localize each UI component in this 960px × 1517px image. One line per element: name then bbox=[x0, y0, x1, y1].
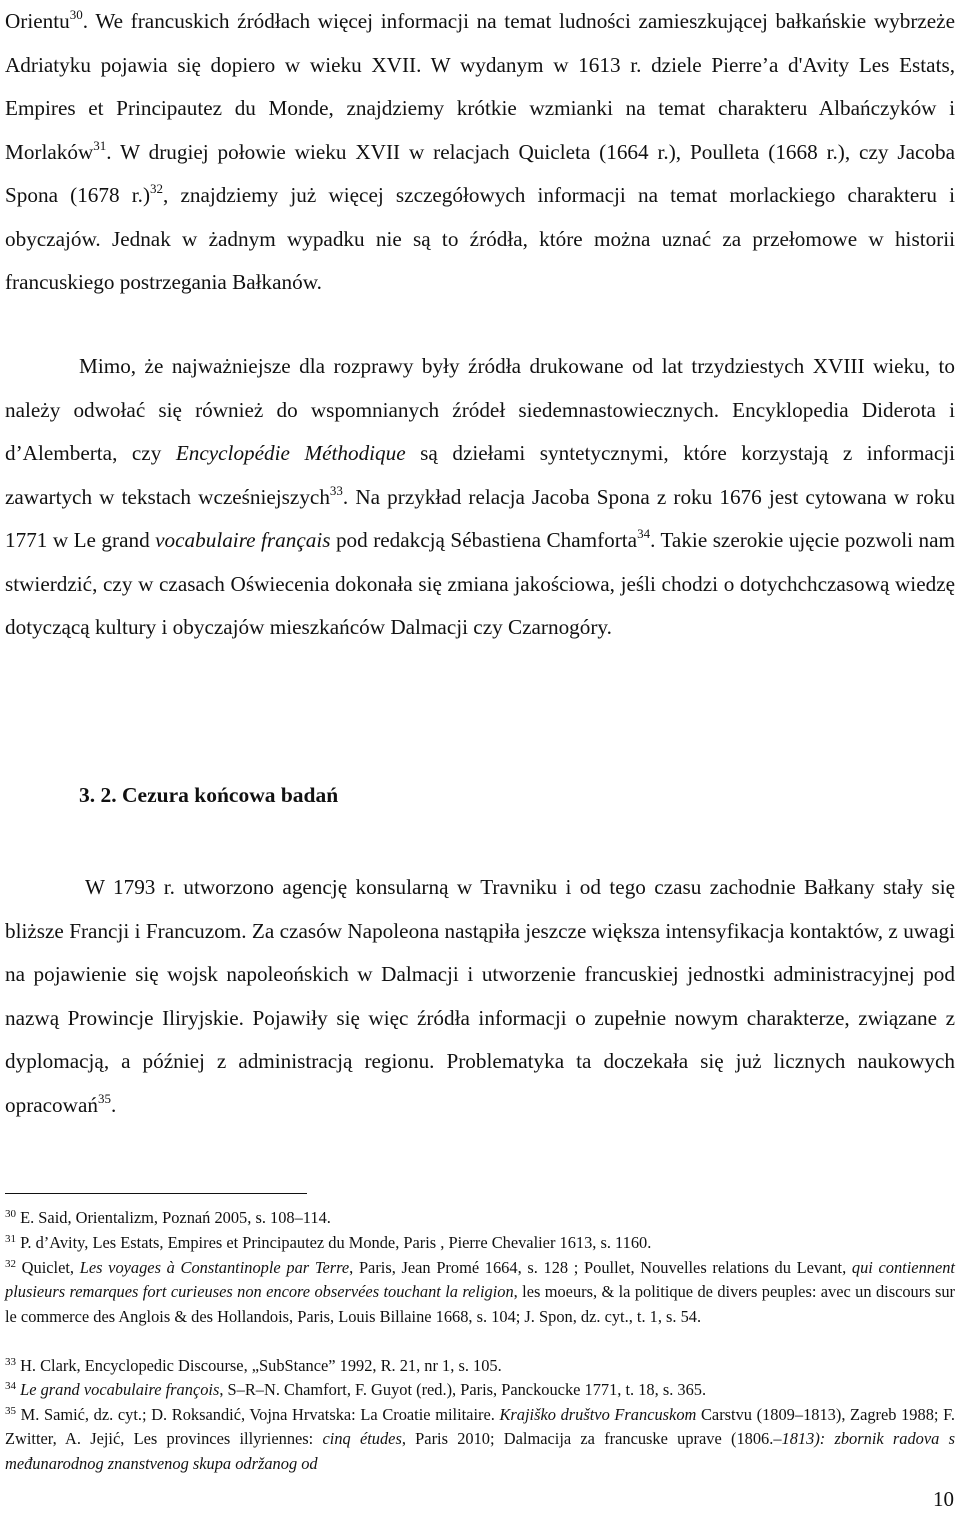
footnote-30 bbox=[5, 1206, 955, 1230]
section-heading: 3. 2. Cezura końcowa badań bbox=[79, 783, 339, 807]
footnote-32 bbox=[5, 1256, 955, 1329]
footnote-text: H. Clark, Encyclopedic Discourse, „SubStance” 1992, R. 21, nr 1, s. 105. bbox=[16, 1356, 502, 1375]
paragraph-1 bbox=[5, 0, 955, 305]
text-run: są dziełami syntetycznymi, które korzystają z informacji zawartych w tekstach wcześniejszych bbox=[5, 441, 956, 509]
footnote-31 bbox=[5, 1231, 955, 1255]
footnote-text: Quiclet, bbox=[16, 1258, 80, 1277]
text-run: W 1793 r. utworzono agencję konsularną w Travniku i od tego czasu zachodnie Bałkany stały się bliższe Francji i Francuzom. Za czasów Napoleona nastąpiła jeszcze większa intensyfikacja kontaktów, z uwagi na pojawienie się wojsk napoleońskich w Dalmacji i utworzenie francuskiej jednostki administracyjnej pod nazwą Prowincje Iliryjskie. Pojawiły się więc źródła informacji o zupełnie nowym charakterze, związane z dyplomacją, a później z administracją regionu. Problematyka ta doczekała się już licznych naukowych opracowań bbox=[5, 875, 955, 1117]
footnote-separator bbox=[5, 1193, 307, 1194]
italic-title: cinq études bbox=[322, 1429, 402, 1449]
footnote-ref-34[interactable]: 34 bbox=[637, 526, 651, 541]
footnote-ref-32[interactable]: 32 bbox=[150, 181, 164, 196]
footnote-number: 30 bbox=[5, 1208, 16, 1220]
text-run: . Na przykład relacja Jacoba Spona z roku 1676 jest cytowana w roku 1771 w Le grand bbox=[5, 484, 955, 552]
text-run: . bbox=[110, 1092, 117, 1117]
footnote-number: 33 bbox=[5, 1356, 16, 1368]
footnote-ref-31[interactable]: 31 bbox=[93, 137, 107, 153]
footnote-text: , les moeurs, & la politique de divers peuples: avec un discours sur le commerce des Anglois & des Hollandois, Paris, Louis Billaine 1668, s. 104; J. Spon, dz. cyt., t. 1, s. 54. bbox=[5, 1282, 955, 1326]
footnote-text: , Paris 2010; Dalmacija za francuske uprave (1806. bbox=[401, 1429, 774, 1449]
footnote-text: , Paris, Jean Promé 1664, s. 128 ; Poullet, Nouvelles relations du Levant, bbox=[349, 1258, 852, 1277]
footnote-ref-35[interactable]: 35 bbox=[97, 1090, 111, 1106]
footnote-34 bbox=[5, 1378, 955, 1402]
italic-title: Les voyages à Constantinople par Terre bbox=[79, 1258, 350, 1277]
italic-title: Encyclopédie Méthodique bbox=[175, 441, 406, 465]
footnote-text: E. Said, Orientalizm, Poznań 2005, s. 108–114. bbox=[16, 1208, 331, 1227]
footnote-35 bbox=[5, 1403, 955, 1476]
italic-title: qui contiennent plusieurs remarques fort curieuses non encore observées touchant la religion bbox=[5, 1258, 955, 1302]
footnote-text: M. Samić, dz. cyt.; D. Roksandić, Vojna Hrvatska: La Croatie militaire. bbox=[16, 1405, 500, 1424]
text-run: . Takie szerokie ujęcie pozwoli nam stwierdzić, czy w czasach Oświecenia dokonała się zmiana jakościowa, jeśli chodzi o dotychchczasową wiedzę dotyczącą kultury i obyczajów mieszkańców Dalmacji czy Czarnogóry. bbox=[5, 528, 955, 639]
footnote-text: , S–R–N. Chamfort, F. Guyot (red.), Paris, Panckoucke 1771, t. 18, s. 365. bbox=[219, 1380, 707, 1399]
italic-title: –1813): zbornik radova s međunarodnog znanstvenog skupa održanog od bbox=[5, 1429, 955, 1473]
italic-title: Le grand vocabulaire françois bbox=[16, 1380, 220, 1399]
italic-title: Krajiško društvo Francuskom bbox=[499, 1405, 697, 1424]
text-run: . W drugiej połowie wieku XVII w relacjach Quicleta (1664 r.), Poulleta (1668 r.), czy Jacoba Spona (1678 r.) bbox=[5, 139, 955, 207]
paragraph-2 bbox=[5, 345, 955, 650]
footnote-number: 32 bbox=[5, 1258, 16, 1270]
footnote-number: 35 bbox=[5, 1405, 16, 1417]
footnote-33 bbox=[5, 1354, 955, 1378]
text-run: pod redakcją Sébastiena Chamforta bbox=[330, 528, 638, 552]
paragraph-3 bbox=[5, 866, 955, 1127]
italic-title: vocabulaire français bbox=[155, 528, 331, 552]
text-run: Orientu bbox=[5, 9, 70, 33]
footnote-ref-33[interactable]: 33 bbox=[329, 482, 343, 498]
text-run: , znajdziemy już więcej szczegółowych informacji na temat morlackiego charakteru i obyczajów. Jednak w żadnym wypadku nie są to źródła, które można uznać za przełomowe w historii francuskiego postrzegania Bałkanów. bbox=[5, 183, 955, 294]
text-run: . We francuskich źródłach więcej informacji na temat ludności zamieszkującej bałkańskie wybrzeże Adriatyku pojawia się dopiero w wieku XVII. W wydanym w 1613 r. dziele Pierre’a d'Avity Les Estats, Empires et Principautez du Monde, znajdziemy krótkie wzmianki na temat charakteru Albańczyków i Morlaków bbox=[5, 9, 955, 164]
footnote-text: Carstvu (1809–1813), Zagreb 1988; F. Zwitter, A. Jejić, Les provinces illyriennes: bbox=[5, 1405, 955, 1449]
footnote-number: 34 bbox=[5, 1380, 16, 1392]
footnote-ref-30[interactable]: 30 bbox=[69, 7, 83, 22]
page-number: 10 bbox=[933, 1487, 954, 1511]
footnote-number: 31 bbox=[5, 1233, 16, 1245]
text-run: Mimo, że najważniejsze dla rozprawy były źródła drukowane od lat trzydziestych XVIII wieku, to należy odwołać się również do wspomnianych źródeł siedemnastowiecznych. Encyklopedia Diderota i d’Alemberta, czy bbox=[5, 354, 955, 465]
footnote-text: P. d’Avity, Les Estats, Empires et Principautez du Monde, Paris , Pierre Chevalier 1613, s. 1160. bbox=[16, 1233, 652, 1252]
